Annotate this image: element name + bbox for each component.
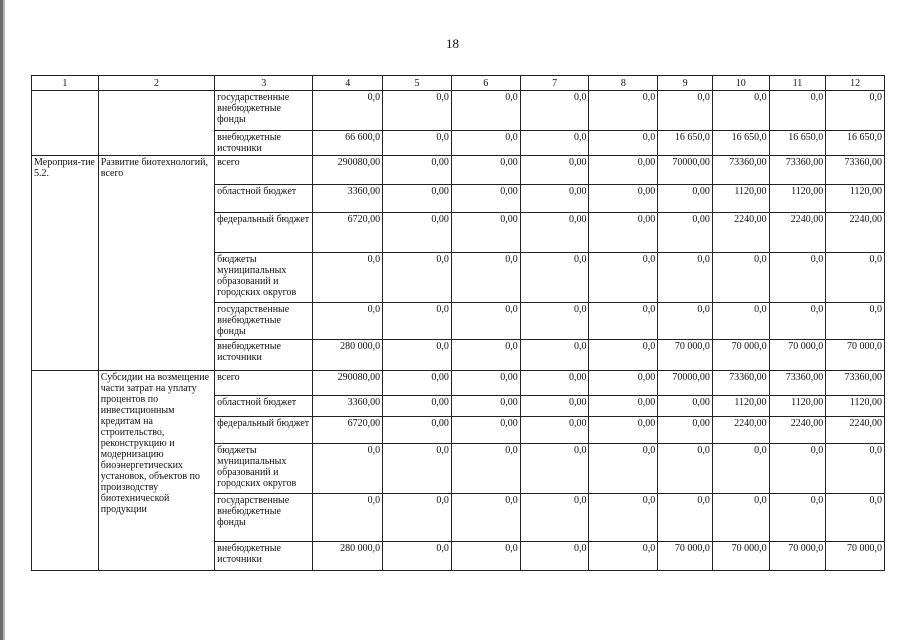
- source-label: федеральный бюджет: [215, 417, 313, 444]
- value-cell: 0,0: [712, 91, 769, 131]
- value-cell: 0,00: [658, 396, 713, 417]
- value-cell: 2240,00: [826, 417, 885, 444]
- value-cell: 0,00: [451, 417, 520, 444]
- measure-title: Развитие биотехнологий, всего: [98, 156, 214, 371]
- value-cell: 0,00: [658, 417, 713, 444]
- value-cell: 0,0: [383, 91, 452, 131]
- value-cell: 70000,00: [658, 371, 713, 396]
- value-cell: 16 650,0: [826, 131, 885, 156]
- measure-title: Субсидии на возмещение части затрат на уплату процентов по инвестиционным кредитам на строительство, реконструкцию и модернизацию биоэнергетических установок, объектов по производству биотехнической продукции: [98, 371, 214, 571]
- table-row: [32, 371, 885, 396]
- value-cell: 70 000,0: [826, 340, 885, 371]
- value-cell: 0,00: [589, 156, 658, 185]
- value-cell: 1120,00: [826, 185, 885, 213]
- value-cell: 0,00: [520, 417, 589, 444]
- source-label: федеральный бюджет: [215, 213, 313, 253]
- value-cell: 2240,00: [769, 213, 826, 253]
- value-cell: 280 000,0: [313, 340, 383, 371]
- value-cell: 0,0: [520, 131, 589, 156]
- value-cell: 0,0: [712, 494, 769, 542]
- value-cell: 0,0: [589, 131, 658, 156]
- value-cell: 0,0: [383, 253, 452, 303]
- value-cell: 0,00: [589, 396, 658, 417]
- value-cell: 0,00: [383, 371, 452, 396]
- value-cell: 70 000,0: [769, 542, 826, 571]
- value-cell: 0,00: [383, 396, 452, 417]
- source-label: внебюджетные источники: [215, 131, 313, 156]
- value-cell: 0,0: [383, 340, 452, 371]
- value-cell: 6720,00: [313, 417, 383, 444]
- source-label: государственные внебюджетные фонды: [215, 494, 313, 542]
- value-cell: 73360,00: [826, 371, 885, 396]
- value-cell: 0,0: [589, 542, 658, 571]
- value-cell: 0,0: [383, 444, 452, 494]
- value-cell: 0,0: [712, 303, 769, 340]
- value-cell: 0,0: [589, 253, 658, 303]
- source-label: государственные внебюджетные фонды: [215, 303, 313, 340]
- measure-code: [32, 371, 99, 571]
- header-row: [32, 76, 885, 91]
- value-cell: 2240,00: [712, 417, 769, 444]
- value-cell: 0,0: [451, 542, 520, 571]
- value-cell: 0,0: [589, 91, 658, 131]
- value-cell: 70 000,0: [826, 542, 885, 571]
- value-cell: 0,0: [451, 303, 520, 340]
- value-cell: 0,0: [826, 253, 885, 303]
- value-cell: 2240,00: [712, 213, 769, 253]
- source-label: бюджеты муниципальных образований и городских округов: [215, 444, 313, 494]
- value-cell: 0,00: [451, 371, 520, 396]
- value-cell: 0,00: [589, 185, 658, 213]
- value-cell: 0,0: [712, 444, 769, 494]
- value-cell: 0,0: [769, 444, 826, 494]
- value-cell: 0,0: [658, 303, 713, 340]
- value-cell: 66 600,0: [313, 131, 383, 156]
- source-label: государственные внебюджетные фонды: [215, 91, 313, 131]
- source-label: внебюджетные источники: [215, 542, 313, 571]
- table-row: [32, 156, 885, 185]
- value-cell: 0,0: [658, 253, 713, 303]
- value-cell: 0,0: [313, 303, 383, 340]
- value-cell: 0,0: [451, 494, 520, 542]
- column-header-12: 12: [826, 76, 885, 91]
- value-cell: 0,0: [520, 494, 589, 542]
- value-cell: 0,00: [520, 371, 589, 396]
- value-cell: 73360,00: [826, 156, 885, 185]
- value-cell: 1120,00: [712, 185, 769, 213]
- column-header-6: 6: [451, 76, 520, 91]
- value-cell: 0,0: [589, 494, 658, 542]
- value-cell: 0,0: [520, 91, 589, 131]
- value-cell: 0,0: [589, 444, 658, 494]
- value-cell: 2240,00: [769, 417, 826, 444]
- value-cell: 0,00: [520, 156, 589, 185]
- value-cell: 3360,00: [313, 185, 383, 213]
- value-cell: 0,0: [313, 253, 383, 303]
- value-cell: 0,0: [451, 444, 520, 494]
- value-cell: 70000,00: [658, 156, 713, 185]
- value-cell: 0,0: [520, 444, 589, 494]
- value-cell: 1120,00: [712, 396, 769, 417]
- value-cell: 0,00: [451, 156, 520, 185]
- value-cell: 0,0: [589, 340, 658, 371]
- column-header-8: 8: [589, 76, 658, 91]
- value-cell: 0,0: [589, 303, 658, 340]
- value-cell: 6720,00: [313, 213, 383, 253]
- column-header-11: 11: [769, 76, 826, 91]
- value-cell: 73360,00: [712, 156, 769, 185]
- column-header-3: 3: [215, 76, 313, 91]
- value-cell: 70 000,0: [769, 340, 826, 371]
- value-cell: 0,0: [520, 340, 589, 371]
- measure-code: Мероприя-тие 5.2.: [32, 156, 99, 371]
- value-cell: 0,0: [769, 91, 826, 131]
- value-cell: 0,0: [826, 444, 885, 494]
- value-cell: 0,00: [589, 213, 658, 253]
- page-number: 18: [446, 36, 459, 51]
- source-label: внебюджетные источники: [215, 340, 313, 371]
- value-cell: 0,00: [589, 371, 658, 396]
- value-cell: 0,0: [769, 253, 826, 303]
- column-header-9: 9: [658, 76, 713, 91]
- value-cell: 0,0: [451, 91, 520, 131]
- value-cell: 0,0: [826, 303, 885, 340]
- value-cell: 0,0: [520, 542, 589, 571]
- value-cell: 0,0: [383, 494, 452, 542]
- value-cell: 0,00: [589, 417, 658, 444]
- value-cell: 0,0: [658, 91, 713, 131]
- value-cell: 0,0: [826, 91, 885, 131]
- value-cell: 0,0: [520, 303, 589, 340]
- column-header-4: 4: [313, 76, 383, 91]
- column-header-5: 5: [383, 76, 452, 91]
- value-cell: 70 000,0: [658, 340, 713, 371]
- value-cell: 0,0: [313, 494, 383, 542]
- value-cell: 1120,00: [826, 396, 885, 417]
- table-row: [32, 91, 885, 131]
- scan-edge-shadow-light: [3, 0, 5, 640]
- value-cell: 280 000,0: [313, 542, 383, 571]
- continuation-col1: [32, 91, 99, 156]
- value-cell: 73360,00: [769, 156, 826, 185]
- value-cell: 0,0: [769, 494, 826, 542]
- value-cell: 70 000,0: [712, 542, 769, 571]
- value-cell: 0,00: [520, 396, 589, 417]
- value-cell: 0,0: [658, 444, 713, 494]
- value-cell: 2240,00: [826, 213, 885, 253]
- value-cell: 0,00: [451, 185, 520, 213]
- value-cell: 16 650,0: [658, 131, 713, 156]
- value-cell: 73360,00: [769, 371, 826, 396]
- source-label: всего: [215, 371, 313, 396]
- value-cell: 1120,00: [769, 185, 826, 213]
- value-cell: 290080,00: [313, 371, 383, 396]
- value-cell: 0,0: [712, 253, 769, 303]
- column-header-10: 10: [712, 76, 769, 91]
- column-header-2: 2: [98, 76, 214, 91]
- source-label: областной бюджет: [215, 185, 313, 213]
- source-label: всего: [215, 156, 313, 185]
- value-cell: 0,00: [383, 213, 452, 253]
- value-cell: 0,00: [383, 156, 452, 185]
- value-cell: 70 000,0: [712, 340, 769, 371]
- value-cell: 0,0: [451, 253, 520, 303]
- source-label: областной бюджет: [215, 396, 313, 417]
- value-cell: 0,0: [658, 494, 713, 542]
- value-cell: 0,0: [769, 303, 826, 340]
- value-cell: 0,0: [313, 91, 383, 131]
- value-cell: 0,0: [383, 131, 452, 156]
- value-cell: 1120,00: [769, 396, 826, 417]
- value-cell: 16 650,0: [769, 131, 826, 156]
- value-cell: 16 650,0: [712, 131, 769, 156]
- value-cell: 0,00: [520, 185, 589, 213]
- value-cell: 0,00: [383, 185, 452, 213]
- value-cell: 0,0: [520, 253, 589, 303]
- value-cell: 0,0: [383, 303, 452, 340]
- value-cell: 290080,00: [313, 156, 383, 185]
- value-cell: 73360,00: [712, 371, 769, 396]
- budget-table: [31, 75, 885, 571]
- column-header-1: 1: [32, 76, 99, 91]
- source-label: бюджеты муниципальных образований и городских округов: [215, 253, 313, 303]
- value-cell: 0,0: [313, 444, 383, 494]
- value-cell: 0,00: [658, 185, 713, 213]
- value-cell: 70 000,0: [658, 542, 713, 571]
- value-cell: 0,0: [383, 542, 452, 571]
- continuation-col2: [98, 91, 214, 156]
- value-cell: 3360,00: [313, 396, 383, 417]
- value-cell: 0,00: [520, 213, 589, 253]
- value-cell: 0,00: [658, 213, 713, 253]
- value-cell: 0,0: [826, 494, 885, 542]
- value-cell: 0,0: [451, 340, 520, 371]
- value-cell: 0,0: [451, 131, 520, 156]
- column-header-7: 7: [520, 76, 589, 91]
- value-cell: 0,00: [451, 396, 520, 417]
- value-cell: 0,00: [451, 213, 520, 253]
- value-cell: 0,00: [383, 417, 452, 444]
- table-body: [32, 76, 885, 571]
